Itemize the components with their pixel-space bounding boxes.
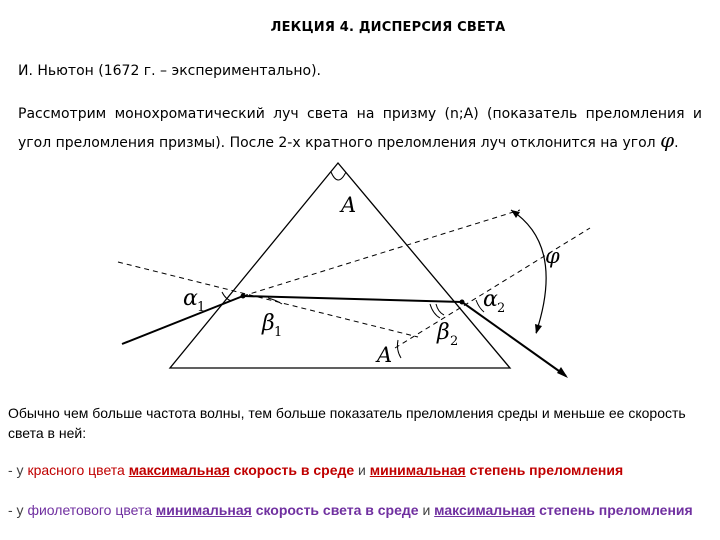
incidence-point-left <box>241 294 246 299</box>
bullet-red-speed: скорость в среде <box>229 462 355 478</box>
paragraph-monochromatic-text: Рассмотрим монохроматический луч света на призму (n;A) (показатель преломления и угол преломления призмы). После 2-х кратного преломления луч отклонится на угол <box>18 106 702 151</box>
angle-arc-beta1 <box>268 298 282 304</box>
label-A-top: A <box>341 193 357 217</box>
label-alpha2-sub: 2 <box>497 301 506 316</box>
phi-symbol: φ <box>660 128 675 152</box>
bullet-red-prefix: - у <box>8 462 28 478</box>
label-alpha1-sub: 1 <box>197 300 206 315</box>
angle-arc-beta2-outer <box>430 304 440 318</box>
bullet-violet-speed: скорость света в среде <box>251 502 419 518</box>
deflection-angle-arc <box>511 210 546 333</box>
label-alpha1: α <box>183 286 198 311</box>
bullet-violet-and: и <box>418 502 435 518</box>
bullet-violet <box>8 500 720 520</box>
emergent-ray <box>462 302 566 376</box>
bullet-red-max: максимальная <box>128 462 230 478</box>
angle-arc-beta2-inner <box>436 304 444 315</box>
deflection-arc-arrowhead-top <box>511 210 520 218</box>
label-phi: φ <box>545 244 560 268</box>
page-title: ЛЕКЦИЯ 4. ДИСПЕРСИЯ СВЕТА <box>270 20 506 35</box>
bullet-red <box>8 460 720 480</box>
paragraph-monochromatic <box>18 101 702 156</box>
label-beta1: β <box>262 311 275 336</box>
deflection-arc-arrowhead-bottom <box>535 324 542 334</box>
paragraph-dispersion: Обычно чем больше частота волны, тем больше показатель преломления среды и меньше ее скорость света в ней: <box>8 405 686 441</box>
apex-angle-arc <box>331 172 346 180</box>
period: . <box>674 135 679 151</box>
bullet-red-and: и <box>354 462 370 478</box>
bullet-red-refraction: степень преломления <box>465 462 624 478</box>
label-beta2-sub: 2 <box>450 334 459 349</box>
label-alpha2: α <box>483 287 498 312</box>
bullet-violet-refraction: степень преломления <box>535 502 693 518</box>
incidence-point-right <box>460 300 465 305</box>
angle-arc-A-bottom <box>397 340 401 358</box>
intro-text: И. Ньютон (1672 г. – экспериментально). <box>18 63 321 79</box>
bullet-violet-max: максимальная <box>434 502 536 518</box>
label-A-bottom: A <box>377 343 393 367</box>
bullet-violet-min: минимальная <box>155 502 252 518</box>
prism-diagram <box>0 150 720 385</box>
bullet-violet-color-word: фиолетового цвета <box>27 502 153 518</box>
bullet-red-color-word: красного цвета <box>27 462 125 478</box>
bullet-violet-prefix: - у <box>8 502 28 518</box>
bullet-red-min: минимальная <box>369 462 466 478</box>
label-beta2: β <box>437 320 450 345</box>
emergent-ray-arrowhead <box>557 367 568 378</box>
label-beta1-sub: 1 <box>274 325 283 340</box>
incident-ray-extension <box>243 210 520 296</box>
